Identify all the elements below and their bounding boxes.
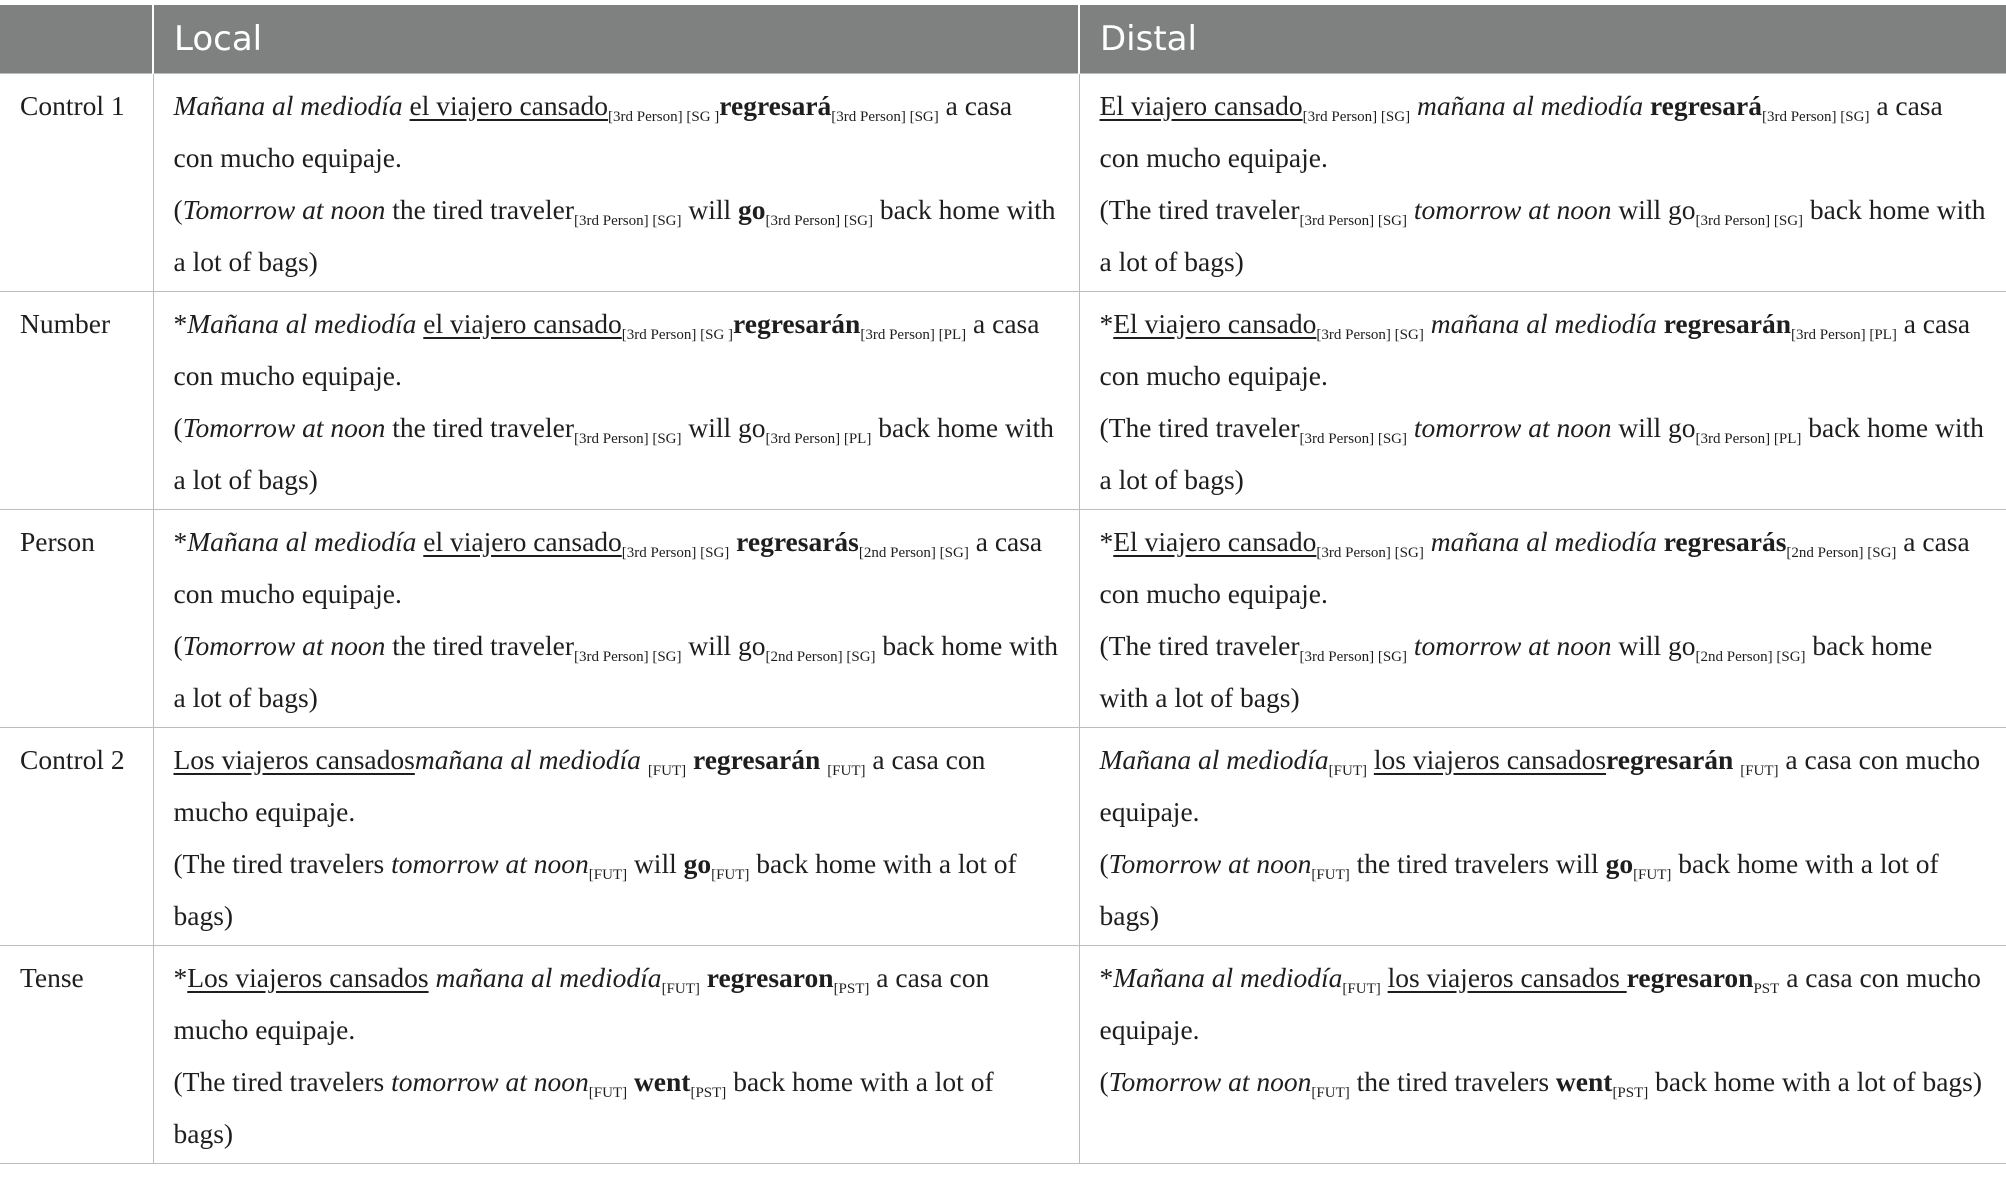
subscript-tag: [2nd Person] [SG] — [858, 544, 969, 561]
text-segment: (The tired travelers — [173, 1065, 392, 1097]
text-segment: back home with a lot of bags) — [173, 847, 1017, 931]
italic-text: Mañana al mediodía — [173, 89, 403, 121]
bold-text: regresarán — [733, 307, 861, 339]
subscript-tag: [PST] — [690, 1084, 727, 1101]
table-row — [0, 73, 2006, 291]
subscript-tag: [3rd Person] [PL] — [765, 430, 872, 447]
condition-label: Tense — [0, 945, 153, 1163]
text-segment — [1657, 526, 1664, 557]
text-segment: back home with a lot of bags) — [173, 1065, 994, 1149]
italic-text: tomorrow at noon — [1413, 411, 1612, 443]
italic-text: Tomorrow at noon — [182, 193, 386, 225]
underlined-text: los viajeros cansados — [1373, 743, 1607, 775]
english-gloss — [174, 620, 1059, 724]
text-segment: * — [1099, 525, 1114, 557]
subscript-tag: [FUT] — [661, 980, 700, 997]
spanish-sentence — [174, 734, 1059, 838]
text-segment: will — [627, 847, 684, 879]
italic-text: mañana al mediodía — [1416, 89, 1644, 121]
underlined-text: el viajero cansado — [423, 525, 622, 557]
subscript-tag: [3rd Person] [SG] — [1299, 212, 1408, 229]
english-gloss — [1100, 184, 1987, 288]
table-row — [0, 945, 2006, 1163]
underlined-text: Los viajeros cansados — [187, 961, 429, 993]
text-segment: a casa con mucho equipaje. — [173, 743, 986, 827]
bold-text: go — [738, 193, 766, 225]
subscript-tag: [FUT] — [1633, 866, 1672, 883]
subscript-tag: [PST] — [833, 980, 870, 997]
text-segment: a casa con mucho equipaje. — [1099, 743, 1981, 827]
spanish-sentence — [1100, 80, 1987, 184]
text-segment — [627, 1066, 634, 1097]
spanish-sentence — [1100, 298, 1987, 402]
text-segment: back home with a lot of bags) — [173, 629, 1059, 713]
text-segment — [1407, 412, 1414, 443]
text-segment: * — [173, 525, 188, 557]
text-segment — [403, 90, 410, 121]
text-segment: ( — [1099, 1065, 1109, 1097]
text-segment: * — [1099, 961, 1114, 993]
condition-label: Control 1 — [0, 73, 153, 291]
text-segment — [1367, 744, 1374, 775]
distal-cell — [1079, 509, 2006, 727]
local-cell — [153, 945, 1079, 1163]
italic-text: Mañana al mediodía — [1113, 961, 1343, 993]
subscript-tag: [3rd Person] [SG] — [574, 648, 682, 665]
bold-text: regresaron — [706, 961, 834, 993]
subscript-tag: [FUT] — [1342, 980, 1381, 997]
text-segment: the tired traveler — [385, 193, 575, 225]
text-segment — [1410, 90, 1417, 121]
subscript-tag: [FUT] — [1328, 762, 1367, 779]
bold-text: went — [1555, 1065, 1613, 1097]
text-segment: back home with a lot of bags) — [1099, 411, 1984, 495]
subscript-tag: [2nd Person] [SG] — [765, 648, 876, 665]
text-segment: will — [681, 193, 739, 225]
subscript-tag: [3rd Person] [SG] — [765, 212, 874, 229]
stimuli-table — [0, 5, 2006, 1164]
text-segment — [1657, 308, 1664, 339]
underlined-text: El viajero cansado — [1099, 89, 1303, 121]
text-segment — [1407, 194, 1414, 225]
header-condition — [0, 5, 153, 73]
text-segment: (The tired travelers — [173, 847, 392, 879]
bold-text: regresará — [1649, 89, 1762, 121]
text-segment: will go — [681, 411, 766, 443]
subscript-tag: [FUT] — [827, 762, 866, 779]
text-segment: a casa con mucho equipaje. — [173, 961, 990, 1045]
subscript-tag: [3rd Person] [SG] — [574, 430, 682, 447]
english-gloss — [174, 402, 1059, 506]
distal-cell — [1079, 727, 2006, 945]
text-segment: the tired travelers — [1349, 1065, 1556, 1097]
underlined-text: El viajero cansado — [1113, 525, 1317, 557]
subscript-tag: [FUT] — [1311, 866, 1350, 883]
english-gloss — [1100, 402, 1987, 506]
text-segment: ( — [173, 411, 183, 443]
italic-text: Mañana al mediodía — [1099, 743, 1329, 775]
subscript-tag: [FUT] — [1740, 762, 1779, 779]
local-cell — [153, 73, 1079, 291]
subscript-tag: [3rd Person] [PL] — [860, 326, 967, 343]
text-segment: * — [173, 307, 188, 339]
text-segment — [641, 744, 648, 775]
italic-text: tomorrow at noon — [1413, 629, 1612, 661]
distal-cell — [1079, 945, 2006, 1163]
spanish-sentence — [1100, 952, 1987, 1056]
subscript-tag: [3rd Person] [SG] — [1761, 108, 1870, 125]
text-segment: back home with a lot of bags) — [173, 193, 1056, 277]
condition-label: Number — [0, 291, 153, 509]
italic-text: Tomorrow at noon — [182, 629, 386, 661]
local-cell — [153, 509, 1079, 727]
subscript-tag: PST — [1753, 980, 1780, 997]
table-row — [0, 509, 2006, 727]
spanish-sentence — [1100, 516, 1987, 620]
underlined-text: El viajero cansado — [1113, 307, 1317, 339]
bold-text: go — [1605, 847, 1634, 879]
subscript-tag: [3rd Person] [SG ] — [621, 326, 734, 343]
text-segment: back home with a lot of bags) — [173, 411, 1054, 495]
english-gloss — [174, 184, 1059, 288]
subscript-tag: [3rd Person] [PL] — [1695, 430, 1802, 447]
spanish-sentence — [1100, 734, 1987, 838]
subscript-tag: [3rd Person] [SG] — [1299, 648, 1408, 665]
text-segment — [1643, 90, 1650, 121]
spanish-sentence — [174, 516, 1059, 620]
table-row — [0, 727, 2006, 945]
subscript-tag: [2nd Person] [SG] — [1695, 648, 1806, 665]
bold-text: regresarás — [736, 525, 859, 557]
condition-label: Control 2 — [0, 727, 153, 945]
subscript-tag: [3rd Person] [SG] — [1316, 544, 1424, 561]
english-gloss — [174, 838, 1059, 942]
condition-label: Person — [0, 509, 153, 727]
text-segment — [700, 962, 707, 993]
english-gloss — [1100, 620, 1987, 724]
bold-text: regresarán — [1663, 307, 1791, 339]
text-segment: back home with a lot of bags) — [1099, 193, 1986, 277]
spanish-sentence — [174, 80, 1059, 184]
english-gloss — [1100, 1056, 1987, 1108]
text-segment — [1407, 630, 1414, 661]
text-segment: will go — [1611, 193, 1696, 225]
subscript-tag: [3rd Person] [SG] — [574, 212, 682, 229]
subscript-tag: [3rd Person] [PL] — [1791, 326, 1897, 343]
italic-text: mañana al mediodía — [435, 961, 662, 993]
subscript-tag: [PST] — [1612, 1084, 1649, 1101]
subscript-tag: [3rd Person] [SG] — [621, 544, 730, 561]
header-row — [0, 5, 2006, 73]
italic-text: tomorrow at noon — [391, 847, 589, 879]
underlined-text: el viajero cansado — [409, 89, 609, 121]
italic-text: mañana al mediodía — [1430, 307, 1657, 339]
bold-text: regresaron — [1626, 961, 1754, 993]
spanish-sentence — [174, 298, 1059, 402]
spanish-sentence — [174, 952, 1059, 1056]
italic-text: Tomorrow at noon — [1108, 847, 1312, 879]
header-local: Local — [153, 5, 1079, 73]
italic-text: mañana al mediodía — [1430, 525, 1657, 557]
italic-text: Tomorrow at noon — [182, 411, 386, 443]
subscript-tag: [3rd Person] [SG] — [1302, 108, 1411, 125]
subscript-tag: [3rd Person] [SG ] — [608, 108, 720, 125]
text-segment: a casa con mucho equipaje. — [1099, 89, 1943, 173]
text-segment: (The tired traveler — [1099, 411, 1300, 443]
bold-text: went — [633, 1065, 691, 1097]
text-segment: a casa con mucho equipaje. — [1099, 961, 1981, 1045]
bold-text: regresarán — [1606, 743, 1734, 775]
distal-cell — [1079, 73, 2006, 291]
text-segment: will go — [1611, 411, 1696, 443]
text-segment: a casa con mucho equipaje. — [1099, 307, 1971, 391]
subscript-tag: [FUT] — [711, 866, 750, 883]
text-segment: ( — [1099, 847, 1109, 879]
text-segment: will go — [1611, 629, 1696, 661]
local-cell — [153, 727, 1079, 945]
italic-text: mañana al mediodía — [414, 743, 641, 775]
subscript-tag: [2nd Person] [SG] — [1786, 544, 1897, 561]
underlined-text: los viajeros cansados — [1387, 961, 1627, 993]
distal-cell — [1079, 291, 2006, 509]
italic-text: tomorrow at noon — [1413, 193, 1612, 225]
bold-text: regresarás — [1663, 525, 1787, 557]
text-segment: a casa con mucho equipaje. — [173, 307, 1040, 391]
italic-text: tomorrow at noon — [391, 1065, 589, 1097]
bold-text: regresará — [719, 89, 832, 121]
bold-text: regresarán — [693, 743, 821, 775]
underlined-text: el viajero cansado — [423, 307, 622, 339]
text-segment: the tired traveler — [385, 629, 575, 661]
text-segment: the tired traveler — [385, 411, 575, 443]
subscript-tag: [FUT] — [588, 866, 628, 883]
subscript-tag: [3rd Person] [SG] — [1299, 430, 1408, 447]
text-segment: (The tired traveler — [1099, 629, 1300, 661]
subscript-tag: [FUT] — [1311, 1084, 1350, 1101]
text-segment: back home with a lot of bags) — [1099, 629, 1933, 713]
english-gloss — [174, 1056, 1059, 1160]
subscript-tag: [FUT] — [588, 1084, 628, 1101]
table-row — [0, 291, 2006, 509]
subscript-tag: [FUT] — [647, 762, 687, 779]
text-segment: a casa con mucho equipaje. — [173, 89, 1013, 173]
local-cell — [153, 291, 1079, 509]
text-segment — [1381, 962, 1388, 993]
subscript-tag: [3rd Person] [SG] — [1695, 212, 1804, 229]
text-segment: (The tired traveler — [1099, 193, 1300, 225]
english-gloss — [1100, 838, 1987, 942]
text-segment: ( — [173, 629, 183, 661]
text-segment: * — [1099, 307, 1114, 339]
text-segment: a casa con mucho equipaje. — [1099, 525, 1970, 609]
italic-text: Mañana al mediodía — [187, 307, 417, 339]
text-segment: a casa con mucho equipaje. — [173, 525, 1043, 609]
underlined-text: Los viajeros cansados — [173, 743, 415, 775]
text-segment: * — [173, 961, 188, 993]
text-segment: back home with a lot of bags) — [1648, 1065, 1983, 1097]
header-distal: Distal — [1079, 5, 2006, 73]
bold-text: go — [683, 847, 712, 879]
italic-text: Tomorrow at noon — [1108, 1065, 1312, 1097]
text-segment — [1424, 308, 1431, 339]
text-segment: will go — [681, 629, 766, 661]
subscript-tag: [3rd Person] [SG] — [831, 108, 939, 125]
italic-text: Mañana al mediodía — [187, 525, 417, 557]
text-segment — [1424, 526, 1431, 557]
subscript-tag: [3rd Person] [SG] — [1316, 326, 1424, 343]
text-segment: ( — [173, 193, 183, 225]
text-segment: the tired travelers will — [1349, 847, 1606, 879]
text-segment: back home with a lot of bags) — [1099, 847, 1939, 931]
text-segment — [686, 744, 693, 775]
